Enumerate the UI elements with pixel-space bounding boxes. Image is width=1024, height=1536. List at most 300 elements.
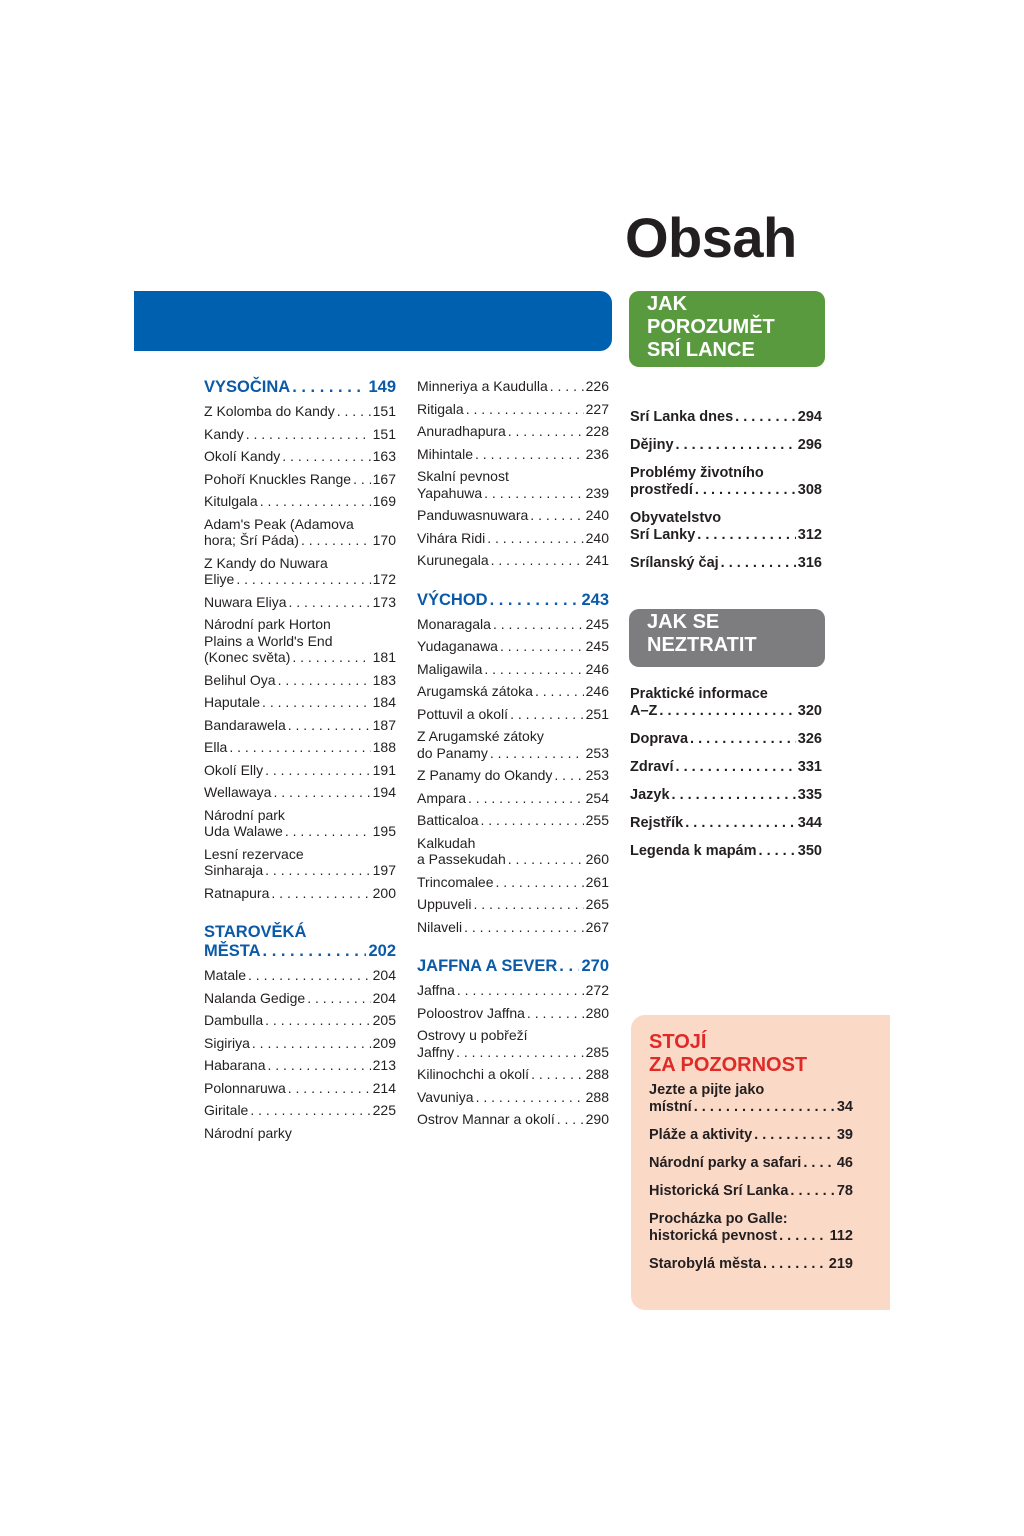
dot-leader <box>487 530 583 547</box>
entry-row <box>417 638 609 655</box>
dot-leader <box>554 767 583 784</box>
toc-entry[interactable] <box>204 1102 396 1119</box>
entry-title-line: Kurunegala <box>417 552 489 568</box>
section-page-number: 149 <box>368 378 396 396</box>
dot-leader <box>265 1012 371 1029</box>
entry-title-line: Mihintale <box>417 445 474 462</box>
entry-title-line: Yapahuwa <box>417 484 483 501</box>
page-number: 226 <box>585 378 609 394</box>
page-number: 246 <box>585 660 609 677</box>
entry-title-line: Nilaveli <box>417 918 463 935</box>
entry-row <box>204 784 396 801</box>
dot-leader <box>292 649 370 666</box>
page-number: 204 <box>372 967 396 983</box>
entry-title-line: Procházka po Galle: <box>649 1211 788 1227</box>
page-number: 187 <box>372 716 396 733</box>
entry-title-line: Belihul Oya <box>204 671 276 688</box>
entry-title-line: Kandy <box>204 425 244 442</box>
dot-leader <box>265 862 370 879</box>
toc-column-2 <box>417 378 609 1150</box>
toc-entry[interactable] <box>417 896 609 913</box>
page-number: 183 <box>372 671 396 688</box>
toc-entry[interactable] <box>417 378 609 395</box>
toc-entry[interactable] <box>417 423 609 440</box>
toc-entry[interactable] <box>204 694 396 711</box>
entry-row <box>417 1066 609 1083</box>
entry-title-line: Poloostrov Jaffna <box>417 1004 525 1021</box>
entry-title-line: Ratnapura <box>204 884 270 901</box>
section-heading-line: JAFFNA A SEVER <box>417 957 558 975</box>
entry-title-line: Arugamská zátoka <box>417 683 533 699</box>
dot-leader <box>263 942 367 961</box>
page-number: 285 <box>585 1043 609 1060</box>
entry-row <box>204 1057 396 1074</box>
entry-row <box>417 790 609 807</box>
dot-leader <box>456 1044 584 1061</box>
page-number: 181 <box>372 649 396 665</box>
page-number: 267 <box>585 918 609 935</box>
section-heading-line: STAROVĚKÁ <box>204 923 307 941</box>
dot-leader <box>493 616 584 633</box>
page-number: 254 <box>585 789 609 806</box>
toc-entry[interactable] <box>630 465 822 499</box>
toc-section <box>417 591 609 936</box>
toc-entry[interactable] <box>649 1155 853 1172</box>
features-box-title <box>649 1031 807 1077</box>
entry-row <box>417 1044 609 1061</box>
page-number: 312 <box>797 527 822 543</box>
entry-row <box>630 409 822 426</box>
entry-title-line: Minneriya a Kaudulla <box>417 378 548 394</box>
toc-entry[interactable] <box>630 409 822 426</box>
box-title-line: STOJÍ <box>649 1031 707 1053</box>
toc-entry[interactable] <box>204 846 396 879</box>
page-number: 213 <box>372 1057 396 1073</box>
section-page-number: 270 <box>581 957 609 975</box>
entry-title-line: Legenda k mapám <box>630 843 757 859</box>
section-heading[interactable] <box>417 957 609 976</box>
page-number: 241 <box>585 552 609 568</box>
dot-leader <box>282 448 370 465</box>
entry-row <box>630 703 822 720</box>
entry-row <box>417 1089 609 1106</box>
toc-entry[interactable] <box>417 530 609 547</box>
page-number: 205 <box>372 1012 396 1028</box>
dot-leader <box>468 790 584 807</box>
entry-row <box>204 967 396 984</box>
entry-row <box>204 672 396 689</box>
section-heading[interactable] <box>204 378 396 397</box>
page-number: 209 <box>372 1034 396 1051</box>
dot-leader <box>508 851 584 868</box>
entry-title-line: Dějiny <box>630 437 674 453</box>
toc-entry[interactable] <box>630 843 822 860</box>
dot-leader <box>508 423 584 440</box>
entry-title-line: Jezte a pijte jako <box>649 1082 765 1098</box>
entry-title-line: do Panamy <box>417 744 488 761</box>
entry-title-line: Monaragala <box>417 615 491 632</box>
entry-title-line: Maligawila <box>417 660 483 677</box>
page-number: 34 <box>836 1099 853 1115</box>
dot-leader <box>248 967 371 984</box>
page-number: 228 <box>585 423 609 439</box>
entry-row <box>417 552 609 569</box>
dot-leader <box>685 815 796 832</box>
dot-leader <box>530 507 583 524</box>
dot-leader <box>353 471 371 488</box>
dot-leader <box>697 527 796 544</box>
toc-entry[interactable] <box>630 437 822 454</box>
page-number: 316 <box>797 555 822 571</box>
entry-row <box>649 1155 853 1172</box>
dot-leader <box>759 843 796 860</box>
page-number: 308 <box>797 482 822 498</box>
page-number: 204 <box>372 989 396 1006</box>
entry-row <box>417 919 609 936</box>
toc-entry[interactable] <box>204 807 396 840</box>
page-number: 236 <box>585 445 609 462</box>
entry-row <box>204 717 396 734</box>
toc-entry[interactable] <box>417 982 609 999</box>
page-number: 195 <box>372 823 396 839</box>
section-page-number: 243 <box>581 590 609 609</box>
entry-title-line: Z Panamy do Okandy <box>417 767 553 783</box>
page-number: 170 <box>372 532 396 548</box>
toc-section <box>204 378 396 901</box>
entry-title-line: Ampara <box>417 789 467 806</box>
entry-title-line: Eliye <box>204 571 235 587</box>
entry-row <box>630 482 822 499</box>
dot-leader <box>550 378 584 395</box>
page-number: 214 <box>372 1079 396 1096</box>
dot-leader <box>307 990 370 1007</box>
entry-title-line: Srí Lanky <box>630 527 696 543</box>
entry-row <box>417 446 609 463</box>
entry-title-line: Skalní pevnost <box>417 468 509 484</box>
dot-leader <box>721 555 796 572</box>
page-number: 253 <box>585 767 609 783</box>
dot-leader <box>803 1155 835 1172</box>
section-heading-line: VYSOČINA <box>204 378 291 396</box>
toc-entry[interactable] <box>417 919 609 936</box>
entry-title-line: Národní parky <box>204 1124 292 1141</box>
entry-title-line: historická pevnost <box>649 1228 778 1244</box>
toc-entry[interactable] <box>204 990 396 1007</box>
entry-title-line: Obyvatelstvo <box>630 510 722 526</box>
dot-leader <box>496 874 584 891</box>
entry-title-line: prostředí <box>630 482 693 498</box>
toc-entry[interactable] <box>417 790 609 807</box>
entry-row <box>204 471 396 488</box>
dot-leader <box>271 885 370 902</box>
entry-row <box>630 731 822 748</box>
entry-row <box>630 555 822 572</box>
entry-title-line: místní <box>649 1099 692 1115</box>
entry-title-line: Giritale <box>204 1102 249 1118</box>
toc-entry[interactable] <box>204 471 396 488</box>
entry-row <box>417 1005 609 1022</box>
entry-row <box>630 815 822 832</box>
toc-entry[interactable] <box>204 448 396 465</box>
entry-title-line: (Konec světa) <box>204 649 291 665</box>
dot-leader <box>337 403 371 420</box>
box-title-line: ZA POZORNOST <box>649 1054 808 1076</box>
entry-row <box>204 762 396 779</box>
entry-title-line: Ella <box>204 739 228 755</box>
toc-entry[interactable] <box>417 507 609 524</box>
entry-title-line: Doprava <box>630 731 689 747</box>
section-heading[interactable] <box>204 923 396 961</box>
toc-entry[interactable] <box>204 967 396 984</box>
toc-entry[interactable] <box>417 446 609 463</box>
features-box <box>631 1015 890 1310</box>
toc-entry[interactable] <box>630 759 822 776</box>
entry-row <box>417 982 609 999</box>
entry-row <box>630 843 822 860</box>
toc-entry[interactable] <box>417 767 609 784</box>
toc-entry[interactable] <box>417 468 609 501</box>
page-number: 167 <box>372 470 396 487</box>
box-title-line: NEZTRATIT <box>647 634 757 656</box>
page-number: 194 <box>372 784 396 800</box>
box-title-line: SRÍ LANCE <box>647 339 755 361</box>
toc-entry[interactable] <box>204 1080 396 1097</box>
entry-title-line: Z Arugamské zátoky <box>417 728 544 744</box>
dot-leader <box>535 683 584 700</box>
entry-title-line: Matale <box>204 967 247 983</box>
dot-leader <box>288 594 370 611</box>
entry-title-line: Panduwasnuwara <box>417 507 529 523</box>
toc-entry[interactable] <box>649 1183 853 1200</box>
dot-leader <box>260 493 371 510</box>
toc-entry[interactable] <box>649 1082 853 1116</box>
entry-title-line: Kilinochchi a okolí <box>417 1066 530 1082</box>
page-number: 191 <box>372 761 396 778</box>
entry-row <box>417 485 609 502</box>
toc-entry[interactable] <box>417 1066 609 1083</box>
entry-row <box>204 594 396 611</box>
page-number: 200 <box>372 884 396 901</box>
entry-row <box>649 1099 853 1116</box>
dot-leader <box>464 919 584 936</box>
toc-entry[interactable] <box>417 812 609 829</box>
toc-entry[interactable] <box>204 426 396 443</box>
entry-title-line: Vavuniya <box>417 1088 474 1105</box>
toc-entry[interactable] <box>649 1211 853 1245</box>
toc-entry[interactable] <box>417 616 609 633</box>
entry-row <box>417 706 609 723</box>
toc-entry[interactable] <box>417 401 609 418</box>
entry-title-line: Bandarawela <box>204 716 286 733</box>
page-number: 335 <box>797 787 822 803</box>
page-title: Obsah <box>625 206 797 269</box>
toc-entry[interactable] <box>417 1089 609 1106</box>
entry-row <box>630 437 822 454</box>
toc-entry[interactable] <box>204 885 396 902</box>
toc-entry[interactable] <box>417 874 609 891</box>
entry-row <box>204 493 396 510</box>
dot-leader <box>301 532 371 549</box>
toc-entry[interactable] <box>630 731 822 748</box>
entry-row <box>417 1111 609 1128</box>
entry-row <box>204 426 396 443</box>
entry-row <box>417 507 609 524</box>
entry-row <box>417 530 609 547</box>
toc-entry[interactable] <box>204 403 396 420</box>
page-number: 251 <box>585 705 609 722</box>
dot-leader <box>531 1066 584 1083</box>
entry-title-line: Kitulgala <box>204 493 258 509</box>
entry-title-line: Uda Walawe <box>204 823 283 839</box>
header-blue-bar <box>134 291 612 351</box>
toc-section <box>417 378 609 569</box>
toc-entry[interactable] <box>417 661 609 678</box>
page-number: 260 <box>585 851 609 867</box>
dot-leader <box>484 485 584 502</box>
toc-entry[interactable] <box>630 815 822 832</box>
page-number: 290 <box>585 1111 609 1127</box>
entry-title-line: Praktické informace <box>630 686 768 702</box>
dot-leader <box>694 1099 835 1116</box>
entry-row <box>649 1127 853 1144</box>
box-title-line: JAK SE <box>647 611 720 633</box>
entry-title-line: Kalkudah <box>417 834 476 851</box>
toc-entry[interactable] <box>204 762 396 779</box>
page-number: 227 <box>585 400 609 417</box>
toc-entry[interactable] <box>649 1256 853 1273</box>
section-page-number: 202 <box>368 942 396 960</box>
entry-title-line: Jazyk <box>630 787 670 803</box>
page-number: 296 <box>797 437 822 453</box>
toc-entry[interactable] <box>630 787 822 804</box>
section-heading-row <box>204 942 396 961</box>
dot-leader <box>557 1111 584 1128</box>
toc-entry[interactable] <box>204 1012 396 1029</box>
entry-title-line: Ostrov Mannar a okolí <box>417 1111 555 1127</box>
entry-title-line: Trincomalee <box>417 873 494 890</box>
entry-title-line: Dambulla <box>204 1012 264 1028</box>
dot-leader <box>500 638 584 655</box>
dot-leader <box>285 823 371 840</box>
toc-entry[interactable] <box>630 686 822 720</box>
toc-entry[interactable] <box>204 784 396 801</box>
toc-entry[interactable] <box>204 672 396 689</box>
page-number: 288 <box>585 1088 609 1105</box>
entry-title-line: Nalanda Gedige <box>204 989 306 1006</box>
page-number: 151 <box>372 403 396 419</box>
toc-entry[interactable] <box>417 706 609 723</box>
dot-leader <box>790 1183 834 1200</box>
page-number: 240 <box>585 529 609 546</box>
toc-entry[interactable] <box>204 717 396 734</box>
entry-title-line: Ritigala <box>417 400 464 417</box>
entry-title-line: Adam's Peak (Adamova <box>204 515 354 532</box>
toc-entry[interactable] <box>204 1125 396 1142</box>
toc-entry[interactable] <box>417 1027 609 1060</box>
toc-entry[interactable] <box>417 1111 609 1128</box>
understand-box <box>629 291 825 367</box>
toc-entry[interactable] <box>417 835 609 868</box>
toc-entry[interactable] <box>630 510 822 544</box>
page-number: 163 <box>372 448 396 464</box>
survive-box <box>629 609 825 667</box>
entry-row <box>204 1012 396 1029</box>
toc-entry[interactable] <box>417 1005 609 1022</box>
entry-title-line: Sigiriya <box>204 1034 250 1051</box>
entry-row <box>417 745 609 762</box>
entry-row <box>630 759 822 776</box>
page-number: 272 <box>585 982 609 998</box>
entry-row <box>204 403 396 420</box>
entry-title-line: Srí Lanka dnes <box>630 409 734 425</box>
toc-entry[interactable] <box>417 683 609 700</box>
toc-entry[interactable] <box>204 555 396 588</box>
page-number: 320 <box>797 703 822 719</box>
toc-entry[interactable] <box>417 728 609 761</box>
dot-leader <box>490 745 584 762</box>
entry-title-line: Pohoří Knuckles Range <box>204 470 352 487</box>
dot-leader <box>236 571 370 588</box>
dot-leader <box>262 694 371 711</box>
entry-row <box>204 649 396 666</box>
dot-leader <box>273 784 370 801</box>
toc-entry[interactable] <box>649 1127 853 1144</box>
toc-entry[interactable] <box>204 1057 396 1074</box>
page-number: 331 <box>797 759 822 775</box>
entry-row <box>417 683 609 700</box>
entry-title-line: Z Kandy do Nuwara <box>204 554 328 571</box>
entry-title-line: Jaffna <box>417 982 455 998</box>
toc-entry[interactable] <box>417 638 609 655</box>
toc-entry[interactable] <box>417 552 609 569</box>
page-number: 261 <box>585 873 609 890</box>
page-number: 169 <box>372 493 396 509</box>
entry-title-line: Historická Srí Lanka <box>649 1183 789 1199</box>
page-number: 112 <box>829 1228 853 1244</box>
page-number: 172 <box>372 571 396 587</box>
entry-title-line: Srílanský čaj <box>630 555 719 571</box>
entry-row <box>417 661 609 678</box>
page-number: 265 <box>585 896 609 912</box>
section-heading[interactable] <box>417 591 609 610</box>
toc-entry[interactable] <box>204 493 396 510</box>
toc-section <box>417 957 609 1128</box>
dot-leader <box>265 762 371 779</box>
page-number: 255 <box>585 812 609 828</box>
page-number: 246 <box>585 683 609 699</box>
toc-entry[interactable] <box>204 616 396 666</box>
entry-row <box>630 787 822 804</box>
dot-leader <box>473 896 583 913</box>
toc-entry[interactable] <box>204 516 396 549</box>
page-number: 219 <box>828 1256 853 1272</box>
page-number: 78 <box>836 1183 853 1199</box>
toc-entry[interactable] <box>204 739 396 756</box>
toc-column-1 <box>204 378 396 1163</box>
entry-row <box>417 812 609 829</box>
page-number: 288 <box>585 1066 609 1082</box>
entry-title-line: Sinharaja <box>204 862 264 878</box>
toc-entry[interactable] <box>630 555 822 572</box>
entry-title-line: Národní park <box>204 806 285 823</box>
entry-title-line: Zdraví <box>630 759 674 775</box>
entry-title-line: A–Z <box>630 703 658 719</box>
entry-title-line: Pottuvil a okolí <box>417 705 509 722</box>
toc-entry[interactable] <box>204 594 396 611</box>
toc-entry[interactable] <box>204 1035 396 1052</box>
page-number: 151 <box>372 425 396 442</box>
toc-section <box>204 923 396 1141</box>
